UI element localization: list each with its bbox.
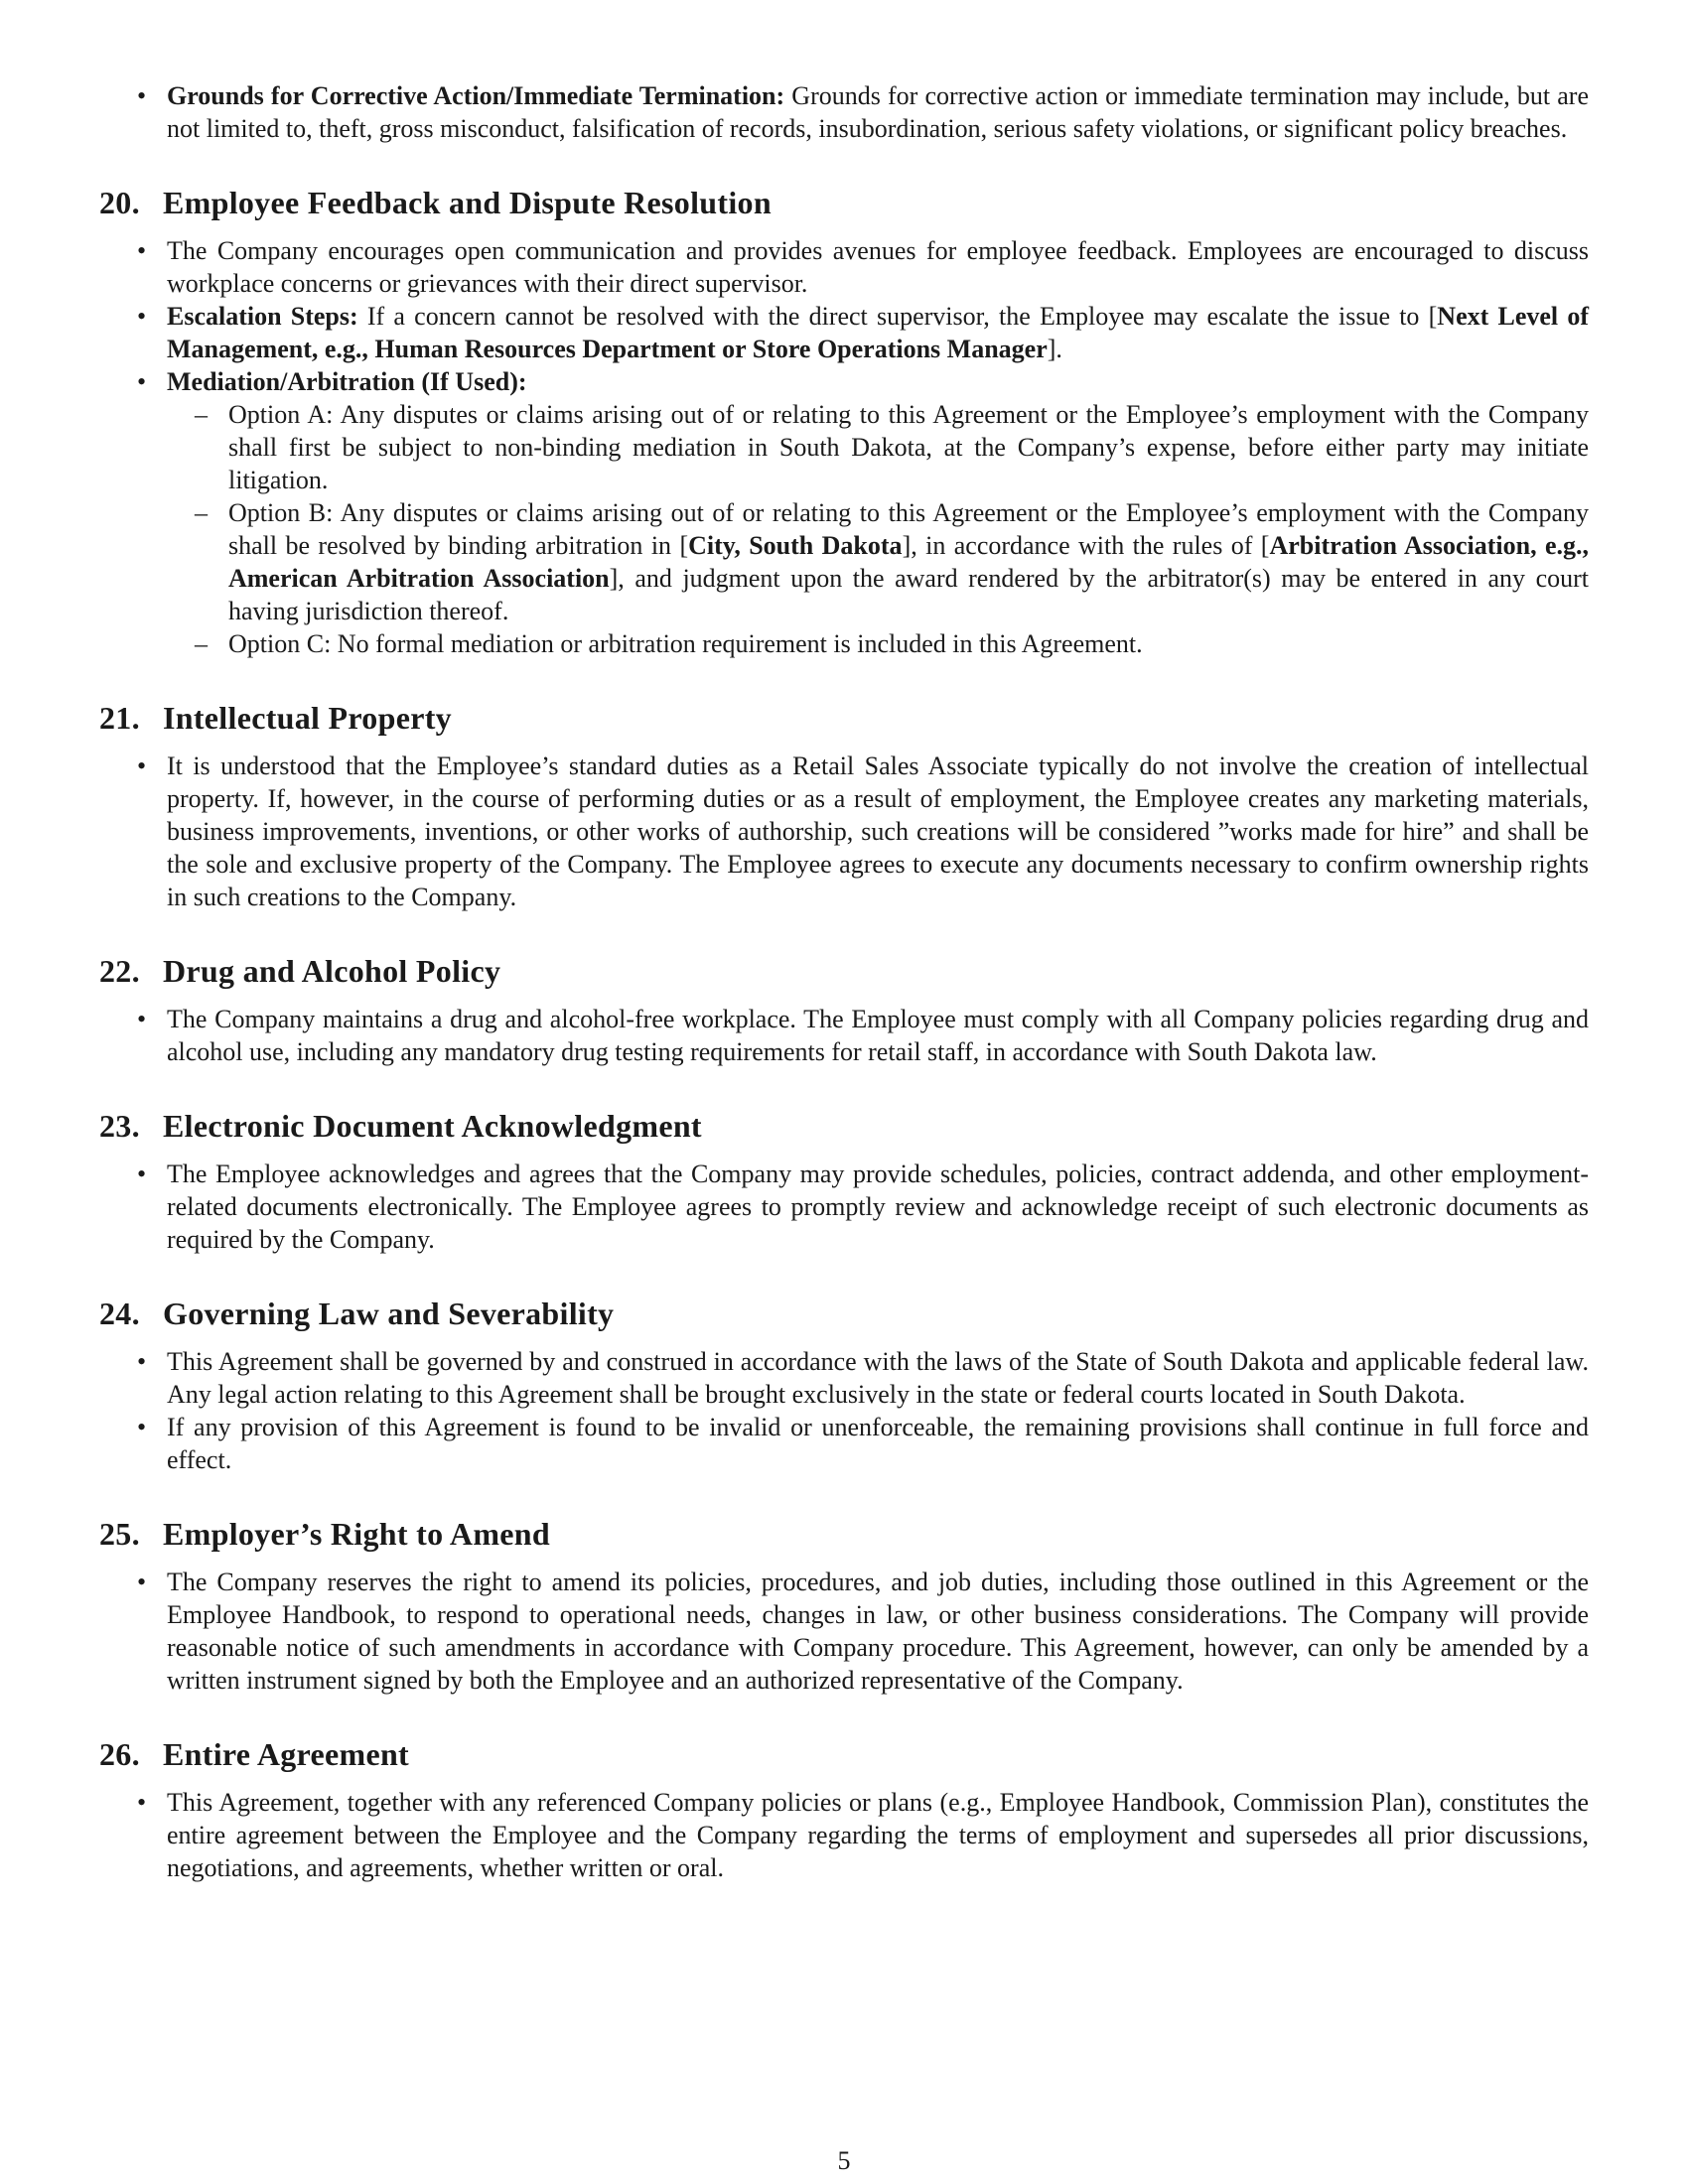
bullet-text: The Company reserves the right to amend its policies, procedures, and job duties, including those outlined in this Agreement or the Employee Handbook, to respond to operational needs, changes in law, or other business considerations. The Company will provide reasonable notice of such amendments in accordance with Company procedure. This Agreement, however, can only be amended by a written instrument signed by both the Employee and an authorized representative of the Company.: [167, 1568, 1589, 1695]
section-title: Entire Agreement: [163, 1736, 410, 1772]
page-number: 5: [837, 2146, 851, 2175]
options-list: [167, 398, 1589, 660]
option-text: Option B: Any disputes or claims arising out of or relating to this Agreement or the Employee’s employment with the Company shall be resolved by binding arbitration in [: [228, 498, 1589, 560]
bullet-text: Grounds for corrective action or immediate termination may include, but are not limited to, theft, gross misconduct, falsification of records, insubordination, serious safety violations, or significant policy breaches.: [167, 81, 1589, 143]
section-number: 26.: [99, 1736, 140, 1772]
bullet-label: Grounds for Corrective Action/Immediate Termination:: [167, 81, 785, 110]
list-item: [99, 750, 1589, 913]
section-title: Governing Law and Severability: [163, 1296, 615, 1331]
bullet-text: This Agreement, together with any referenced Company policies or plans (e.g., Employee Handbook, Commission Plan), constitutes the entire agreement between the Employee and the Company regarding the terms of employment and supersedes all prior discussions, negotiations, and agreements, whether written or oral.: [167, 1788, 1589, 1882]
bullet-text: The Company maintains a drug and alcohol-free workplace. The Employee must comply with all Company policies regarding drug and alcohol use, including any mandatory drug testing requirements for retail staff, in accordance with South Dakota law.: [167, 1005, 1589, 1066]
bullet-text: If a concern cannot be resolved with the direct supervisor, the Employee may escalate the issue to [: [357, 302, 1438, 331]
section-heading-22: [99, 951, 1589, 991]
option-b: [167, 496, 1589, 627]
section-heading-20: [99, 183, 1589, 222]
list-item: [99, 234, 1589, 300]
section-title: Employee Feedback and Dispute Resolution: [163, 185, 772, 220]
section-number: 21.: [99, 700, 140, 736]
list-item: [99, 1786, 1589, 1884]
section-number: 24.: [99, 1296, 140, 1331]
placeholder-text: City, South Dakota: [688, 531, 903, 560]
bullet-label: Escalation Steps:: [167, 302, 358, 331]
option-a: [167, 398, 1589, 496]
bullet-text: The Company encourages open communication and provides avenues for employee feedback. Employees are encouraged to discuss workplace concerns or grievances with their direct supervisor.: [167, 236, 1589, 298]
bullet-text: The Employee acknowledges and agrees that the Company may provide schedules, policies, contract addenda, and other employment-related documents electronically. The Employee agrees to promptly review and acknowledge receipt of such electronic documents as required by the Company.: [167, 1160, 1589, 1254]
list-item: [99, 300, 1589, 365]
section-number: 25.: [99, 1516, 140, 1552]
intro-bullet-list: [99, 79, 1589, 145]
list-item: [99, 1566, 1589, 1697]
section-24-list: [99, 1345, 1589, 1476]
list-item: [99, 1003, 1589, 1068]
bullet-text: If any provision of this Agreement is found to be invalid or unenforceable, the remaining provisions shall continue in full force and effect.: [167, 1413, 1589, 1474]
section-21-list: [99, 750, 1589, 913]
section-20-list: [99, 234, 1589, 660]
section-26-list: [99, 1786, 1589, 1884]
section-heading-24: [99, 1294, 1589, 1333]
list-item: [99, 1411, 1589, 1476]
list-item: [99, 1158, 1589, 1256]
section-22-list: [99, 1003, 1589, 1068]
section-title: Employer’s Right to Amend: [163, 1516, 550, 1552]
option-text: Option A: Any disputes or claims arising out of or relating to this Agreement or the Employee’s employment with the Company shall first be subject to non-binding mediation in South Dakota, at the Company’s expense, before either party may initiate litigation.: [228, 400, 1589, 494]
option-text: Option C: No formal mediation or arbitration requirement is included in this Agreement.: [228, 629, 1143, 658]
section-heading-26: [99, 1734, 1589, 1774]
section-heading-21: [99, 698, 1589, 738]
list-item: [99, 1345, 1589, 1411]
option-c: [167, 627, 1589, 660]
section-25-list: [99, 1566, 1589, 1697]
placeholder-text: Next Level of Management, e.g., Human Resources Department or Store Operations Manager: [167, 302, 1589, 363]
section-heading-25: [99, 1514, 1589, 1554]
document-page: [99, 79, 1589, 1884]
section-title: Intellectual Property: [163, 700, 452, 736]
section-number: 22.: [99, 953, 140, 989]
placeholder-text: Arbitration Association, e.g., American Arbitration Association: [228, 531, 1590, 593]
section-title: Drug and Alcohol Policy: [163, 953, 501, 989]
section-number: 23.: [99, 1108, 140, 1144]
list-item: [99, 79, 1589, 145]
section-number: 20.: [99, 185, 140, 220]
bullet-label: Mediation/Arbitration (If Used):: [167, 367, 527, 396]
section-23-list: [99, 1158, 1589, 1256]
list-item: [99, 365, 1589, 660]
section-title: Electronic Document Acknowledgment: [163, 1108, 702, 1144]
bullet-text: It is understood that the Employee’s standard duties as a Retail Sales Associate typically do not involve the creation of intellectual property. If, however, in the course of performing duties or as a result of employment, the Employee creates any marketing materials, business improvements, inventions, or other works of authorship, such creations will be considered ”works made for hire” and shall be the sole and exclusive property of the Company. The Employee agrees to execute any documents necessary to confirm ownership rights in such creations to the Company.: [167, 751, 1589, 911]
option-text: ], and judgment upon the award rendered by the arbitrator(s) may be entered in any court having jurisdiction thereof.: [228, 564, 1589, 625]
bullet-text: This Agreement shall be governed by and construed in accordance with the laws of the State of South Dakota and applicable federal law. Any legal action relating to this Agreement shall be brought exclusively in the state or federal courts located in South Dakota.: [167, 1347, 1589, 1409]
option-text: ], in accordance with the rules of [: [902, 531, 1270, 560]
bullet-text-end: ].: [1047, 335, 1062, 363]
section-heading-23: [99, 1106, 1589, 1146]
